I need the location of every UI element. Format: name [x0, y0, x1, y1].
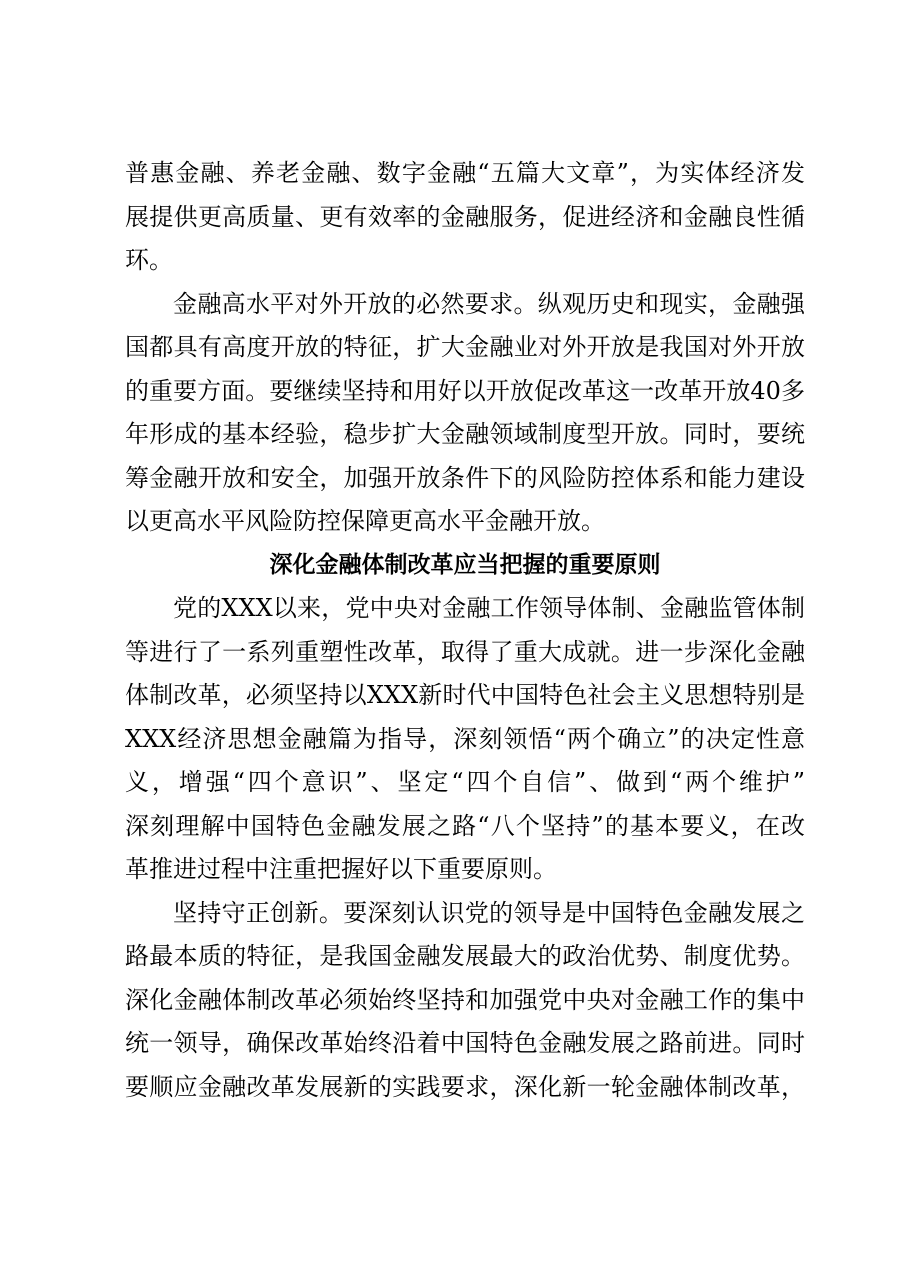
text-line: 义，增强“四个意识”、坚定“四个自信”、做到“两个维护” [125, 768, 805, 796]
section-heading: 深化金融体制改革应当把握的重要原则 [269, 551, 661, 578]
text-line: 金融高水平对外开放的必然要求。纵观历史和现实，金融强 [173, 289, 805, 318]
text-line: 年形成的基本经验，稳步扩大金融领域制度型开放。同时，要统 [125, 420, 805, 448]
text-line: XXX经济思想金融篇为指导，深刻领悟“两个确立”的决定性意 [125, 724, 805, 753]
text-line: 党的XXX以来，党中央对金融工作领导体制、金融监管体制 [173, 594, 805, 622]
text-line: 以更高水平风险防控保障更高水平金融开放。 [125, 507, 605, 535]
text-line: 国都具有高度开放的特征，扩大金融业对外开放是我国对外开放 [125, 333, 805, 361]
text-line: 体制改革，必须坚持以XXX新时代中国特色社会主义思想特别是 [125, 681, 805, 709]
text-line: 深刻理解中国特色金融发展之路“八个坚持”的基本要义，在改 [125, 811, 805, 840]
paragraph-4 [125, 892, 805, 1110]
text-line: 统一领导，确保改革始终沿着中国特色金融发展之路前进。同时 [125, 1029, 805, 1057]
text-line: 展提供更高质量、更有效率的金融服务，促进经济和金融良性循 [125, 202, 805, 231]
text-line: 的重要方面。要继续坚持和用好以开放促改革这一改革开放40多 [125, 376, 805, 405]
text-line: 路最本质的特征，是我国金融发展最大的政治优势、制度优势。 [125, 942, 805, 970]
paragraph-2 [125, 283, 805, 544]
text-line: 要顺应金融改革发展新的实践要求，深化新一轮金融体制改革， [125, 1072, 805, 1101]
text-line: 革推进过程中注重把握好以下重要原则。 [125, 855, 557, 883]
text-line: 坚持守正创新。要深刻认识党的领导是中国特色金融发展之 [173, 898, 805, 927]
text-line: 筹金融开放和安全，加强开放条件下的风险防控体系和能力建设 [125, 463, 805, 492]
text-line: 环。 [125, 246, 173, 274]
document-page [125, 152, 805, 1109]
text-line: 深化金融体制改革必须始终坚持和加强党中央对金融工作的集中 [125, 985, 805, 1014]
text-line: 普惠金融、养老金融、数字金融“五篇大文章”，为实体经济发 [125, 159, 805, 187]
paragraph-1 [125, 152, 805, 283]
text-line: 等进行了一系列重塑性改革，取得了重大成就。进一步深化金融 [125, 637, 805, 666]
paragraph-3 [125, 587, 805, 892]
